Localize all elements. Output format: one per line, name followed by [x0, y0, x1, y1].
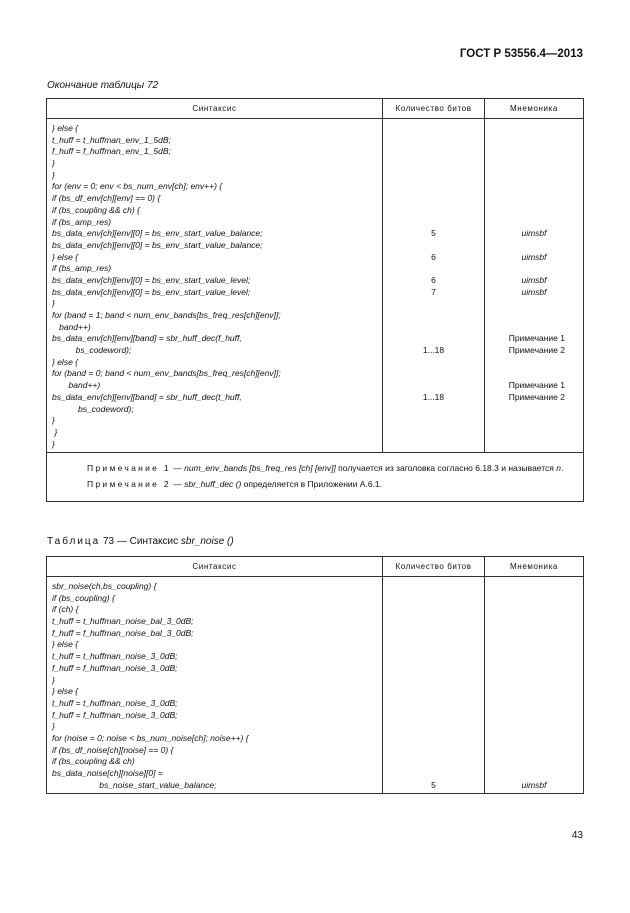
mnemonic-value	[485, 158, 583, 170]
syntax-line: t_huff = t_huffman_noise_3_0dB;	[52, 697, 178, 708]
bits-value: 6	[431, 274, 436, 285]
bits-value	[383, 710, 484, 722]
bits-value	[383, 380, 484, 392]
table-73-caption-text: 73 — Синтаксис	[100, 536, 181, 547]
table-73-header-row	[47, 557, 584, 577]
syntax-line: bs_codeword);	[52, 345, 132, 356]
mnemonic-value	[485, 721, 583, 733]
bits-value	[383, 593, 484, 605]
syntax-line: } else {	[52, 123, 78, 133]
bits-value	[383, 217, 484, 229]
bits-value	[383, 675, 484, 687]
syntax-line: bs_noise_start_value_balance;	[52, 779, 217, 790]
table-72-caption: Окончание таблицы 72	[47, 80, 159, 91]
syntax-line: for (band = 0; band < num_env_bands[bs_freq_res[ch][env]];	[52, 368, 281, 379]
syntax-cell	[47, 119, 383, 453]
mnemonic-value: Примечание 2	[508, 345, 565, 356]
bits-value: 5	[431, 779, 436, 790]
bits-value	[383, 698, 484, 710]
bits-cell	[383, 577, 485, 794]
bits-value	[383, 768, 484, 780]
document-standard-header: ГОСТ Р 53556.4—2013	[459, 48, 583, 60]
syntax-line: } else {	[52, 686, 78, 697]
mnemonic-value: uimsbf	[521, 286, 547, 297]
bits-value	[383, 193, 484, 205]
syntax-line: } else {	[52, 639, 78, 650]
bits-value	[383, 721, 484, 733]
bits-value	[383, 427, 484, 439]
table-72-header-row	[47, 99, 584, 119]
syntax-line: }	[52, 426, 58, 437]
bits-value	[383, 205, 484, 217]
bits-cell	[383, 119, 485, 453]
syntax-line: sbr_noise(ch,bs_coupling) {	[52, 581, 157, 591]
syntax-line: }	[52, 169, 55, 180]
bits-value	[383, 628, 484, 640]
syntax-line: for (env = 0; env < bs_num_env[ch]; env++) {	[52, 181, 223, 192]
mnemonic-value	[485, 404, 583, 416]
mnemonic-value: uimsbf	[521, 251, 547, 262]
bits-value	[383, 368, 484, 380]
syntax-line: }	[52, 721, 55, 732]
syntax-line: t_huff = t_huffman_noise_3_0dB;	[52, 651, 178, 662]
bits-value	[383, 733, 484, 745]
syntax-line: bs_data_env[ch][env][0] = bs_env_start_value_level;	[52, 286, 251, 297]
bits-value: 5	[431, 228, 436, 239]
mnemonic-value	[485, 604, 583, 616]
mnemonic-value	[485, 710, 583, 722]
column-header-bits: Количество битов	[383, 99, 485, 119]
mnemonic-value	[485, 368, 583, 380]
mnemonic-value	[485, 639, 583, 651]
column-header-mnemonic: Мнемоника	[485, 99, 584, 119]
column-header-syntax: Синтаксис	[47, 557, 383, 577]
syntax-line: bs_data_env[ch][env][0] = bs_env_start_value_level;	[52, 274, 251, 285]
syntax-line: t_huff = t_huffman_noise_bal_3_0dB;	[52, 616, 194, 627]
bits-value: 1...18	[422, 345, 445, 356]
table-73-body-row	[47, 577, 584, 794]
syntax-line: if (bs_df_env[ch][env] == 0) {	[52, 193, 161, 204]
table-73-caption-function: sbr_noise ()	[180, 536, 234, 547]
mnemonic-value	[485, 263, 583, 275]
mnemonic-value: uimsbf	[521, 274, 547, 285]
note-1-variable: n	[556, 463, 561, 474]
syntax-line: if (ch) {	[52, 604, 79, 615]
syntax-line: bs_data_env[ch][env][band] = sbr_huff_dec(t_huff,	[52, 391, 242, 402]
mnemonic-value	[485, 768, 583, 780]
mnemonic-value	[485, 593, 583, 605]
bits-value	[383, 415, 484, 427]
mnemonic-value	[485, 651, 583, 663]
syntax-line: }	[52, 415, 55, 426]
bits-value	[383, 651, 484, 663]
note-1-label: Примечание 1	[87, 463, 171, 474]
mnemonic-value	[485, 135, 583, 147]
syntax-line: for (band = 1; band < num_env_bands[bs_freq_res[ch][env]];	[52, 310, 281, 320]
page-number: 43	[571, 830, 583, 841]
column-header-mnemonic: Мнемоника	[485, 557, 584, 577]
mnemonic-value	[485, 663, 583, 675]
syntax-line: f_huff = f_huffman_noise_3_0dB;	[52, 709, 178, 720]
mnemonic-value	[485, 205, 583, 217]
note-1: Примечание 1 — num_env_bands [bs_freq_res [ch] [env]] получается из заголовка согласно 6.18.3 и называется n.	[87, 463, 564, 474]
mnemonic-value	[485, 357, 583, 369]
mnemonic-value	[485, 181, 583, 193]
bits-value	[383, 240, 484, 252]
note-1-expression: num_env_bands [bs_freq_res [ch] [env]]	[184, 463, 336, 474]
table-72	[46, 98, 584, 502]
mnemonic-value	[485, 298, 583, 310]
bits-value	[383, 756, 484, 768]
mnemonic-value	[485, 146, 583, 158]
bits-value: 1...18	[422, 391, 445, 402]
mnemonic-value	[485, 628, 583, 640]
bits-value	[383, 146, 484, 158]
syntax-line: t_huff = t_huffman_env_1_5dB;	[52, 134, 171, 145]
bits-value	[383, 686, 484, 698]
bits-value	[383, 322, 484, 334]
bits-value	[383, 404, 484, 416]
bits-value	[383, 616, 484, 628]
bits-value	[383, 639, 484, 651]
mnemonic-cell	[485, 577, 584, 794]
mnemonic-value: Примечание 1	[508, 380, 565, 391]
bits-value	[383, 745, 484, 757]
table-73	[46, 556, 584, 794]
note-2-text: определяется в Приложении А.6.1.	[241, 479, 383, 490]
note-2-label: Примечание 2	[87, 479, 171, 490]
mnemonic-value: Примечание 2	[508, 391, 565, 402]
bits-value	[383, 298, 484, 310]
syntax-line: }	[52, 674, 55, 685]
note-2: Примечание 2 — sbr_huff_dec () определяется в Приложении А.6.1.	[87, 479, 383, 490]
syntax-line: if (bs_amp_res)	[52, 263, 112, 274]
mnemonic-value: Примечание 1	[508, 333, 565, 344]
syntax-line: band++)	[52, 380, 101, 391]
mnemonic-value	[485, 698, 583, 710]
bits-value	[383, 581, 484, 593]
syntax-line: band++)	[52, 321, 91, 332]
bits-value	[383, 170, 484, 182]
bits-value	[383, 357, 484, 369]
table-73-caption	[47, 536, 234, 547]
mnemonic-value	[485, 123, 583, 135]
bits-value	[383, 158, 484, 170]
bits-value	[383, 135, 484, 147]
mnemonic-value	[485, 170, 583, 182]
bits-value	[383, 123, 484, 135]
table-73-caption-label: Таблица	[47, 536, 101, 547]
mnemonic-value	[485, 217, 583, 229]
column-header-syntax: Синтаксис	[47, 99, 383, 119]
syntax-line: bs_data_env[ch][env][0] = bs_env_start_value_balance;	[52, 239, 263, 250]
syntax-line: }	[52, 438, 55, 449]
mnemonic-value	[485, 733, 583, 745]
mnemonic-value: uimsbf	[521, 779, 547, 790]
syntax-line: if (bs_df_noise[ch][noise] == 0) {	[52, 744, 174, 755]
note-2-expression: sbr_huff_dec ()	[184, 479, 242, 490]
bits-value	[383, 663, 484, 675]
bits-value	[383, 181, 484, 193]
mnemonic-value	[485, 310, 583, 322]
syntax-line: if (bs_coupling && ch) {	[52, 204, 140, 215]
syntax-line: if (bs_coupling) {	[52, 592, 115, 603]
syntax-cell	[47, 577, 383, 794]
syntax-line: if (bs_coupling && ch)	[52, 756, 135, 767]
syntax-line: for (noise = 0; noise < bs_num_noise[ch]; noise++) {	[52, 732, 249, 743]
mnemonic-cell	[485, 119, 584, 453]
syntax-line: }	[52, 158, 55, 169]
mnemonic-value: uimsbf	[521, 228, 547, 239]
syntax-line: f_huff = f_huffman_noise_bal_3_0dB;	[52, 627, 194, 638]
note-1-text: получается из заголовка согласно 6.18.3 и называется	[335, 463, 557, 474]
syntax-line: bs_codeword);	[52, 403, 134, 414]
mnemonic-value	[485, 240, 583, 252]
bits-value	[383, 263, 484, 275]
syntax-line: bs_data_env[ch][env][band] = sbr_huff_dec(f_huff,	[52, 333, 242, 344]
syntax-line: f_huff = f_huffman_noise_3_0dB;	[52, 662, 178, 673]
mnemonic-value	[485, 745, 583, 757]
bits-value	[383, 604, 484, 616]
syntax-line: }	[52, 298, 55, 309]
mnemonic-value	[485, 581, 583, 593]
mnemonic-value	[485, 415, 583, 427]
table-72-notes-row	[47, 453, 584, 502]
syntax-line: bs_data_noise[ch][noise][0] =	[52, 768, 163, 778]
mnemonic-value	[485, 616, 583, 628]
table-72-body-row	[47, 119, 584, 453]
mnemonic-value	[485, 686, 583, 698]
syntax-line: f_huff = f_huffman_env_1_5dB;	[52, 146, 171, 157]
bits-value: 7	[431, 286, 436, 297]
mnemonic-value	[485, 756, 583, 768]
column-header-bits: Количество битов	[383, 557, 485, 577]
syntax-line: bs_data_env[ch][env][0] = bs_env_start_value_balance;	[52, 228, 263, 239]
bits-value: 6	[431, 251, 436, 262]
mnemonic-value	[485, 439, 583, 451]
syntax-line: if (bs_amp_res)	[52, 216, 112, 227]
bits-value	[383, 310, 484, 322]
mnemonic-value	[485, 675, 583, 687]
syntax-line: } else {	[52, 356, 78, 367]
mnemonic-value	[485, 427, 583, 439]
note-1-end: .	[561, 463, 564, 474]
syntax-line: } else {	[52, 251, 78, 262]
notes-cell	[47, 453, 584, 502]
bits-value	[383, 333, 484, 345]
bits-value	[383, 439, 484, 451]
mnemonic-value	[485, 322, 583, 334]
mnemonic-value	[485, 193, 583, 205]
